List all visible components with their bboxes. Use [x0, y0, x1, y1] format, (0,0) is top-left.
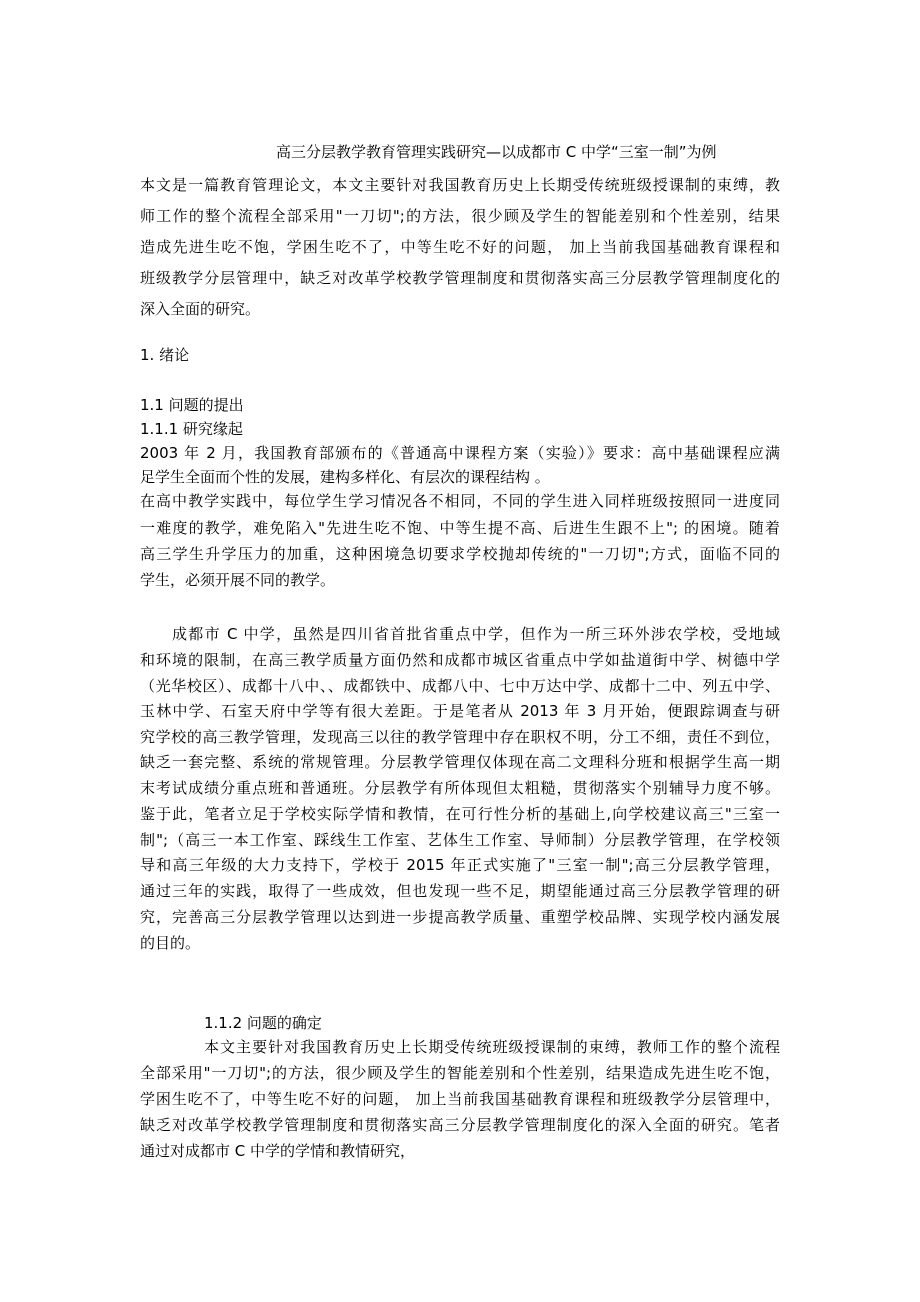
paragraph-line: 缺乏一套完整、系统的常规管理。分层教学管理仅体现在高二文理科分班和根据学生高一期	[140, 753, 780, 771]
paragraph-line: 究学校的高三教学管理，发现高三以往的教学管理中存在职权不明，分工不细，责任不到位，	[140, 728, 780, 746]
document-title: 高三分层教学教育管理实践研究—以成都市 C 中学“三室一制”为例	[276, 143, 717, 161]
paragraph-line: 在高中教学实践中，每位学生学习情况各不相同，不同的学生进入同样班级按照同一进度同	[140, 492, 780, 510]
paragraph-line: 末考试成绩分重点班和普通班。分层教学有所体现但太粗糙，贯彻落实个别辅导力度不够。	[140, 779, 780, 797]
abstract-line: 造成先进生吃不饱，学困生吃不了，中等生吃不好的问题， 加上当前我国基础教育课程和	[140, 238, 780, 256]
paragraph-line: 和环境的限制，在高三教学质量方面仍然和成都市城区省重点中学如盐道街中学、树德中学	[140, 651, 780, 669]
abstract-line: 本文是一篇教育管理论文，本文主要针对我国教育历史上长期受传统班级授课制的束缚，教	[140, 176, 780, 194]
abstract-line: 深入全面的研究。	[140, 300, 261, 318]
paragraph-line: 缺乏对改革学校教学管理制度和贯彻落实高三分层教学管理制度化的深入全面的研究。笔者	[140, 1116, 780, 1134]
paragraph-line: 一难度的教学，难免陷入"先进生吃不饱、中等生提不高、后进生生跟不上"; 的困境。随着	[140, 519, 780, 537]
paragraph-line: 学困生吃不了，中等生吃不好的问题， 加上当前我国基础教育课程和班级教学分层管理中，	[140, 1090, 780, 1108]
paragraph-line: （光华校区）、成都十八中、、成都铁中、成都八中、七中万达中学、成都十二中、列五中学、	[140, 677, 780, 695]
abstract-line: 师工作的整个流程全部采用"一刀切";的方法，很少顾及学生的智能差别和个性差别，结果	[140, 207, 780, 225]
heading-1-1: 1.1 问题的提出	[140, 396, 244, 414]
paragraph-line: 玉林中学、石室天府中学等有很大差距。于是笔者从 2013 年 3 月开始，便跟踪调查与研	[140, 702, 780, 720]
heading-1-1-1: 1.1.1 研究缘起	[140, 420, 243, 438]
paragraph-line: 鉴于此，笔者立足于学校实际学情和教情，在可行性分析的基础上,向学校建议高三"三室一	[140, 805, 780, 823]
paragraph-line: 究，完善高三分层教学管理以达到进一步提高教学质量、重塑学校品牌、实现学校内涵发展	[140, 908, 780, 926]
paragraph-line: 高三学生升学压力的加重，这种困境急切要求学校抛却传统的"一刀切";方式，面临不同的	[140, 545, 780, 563]
paragraph-line: 学生，必须开展不同的教学。	[140, 571, 336, 589]
paragraph-line: 本文主要针对我国教育历史上长期受传统班级授课制的束缚，教师工作的整个流程	[204, 1038, 780, 1056]
paragraph-line: 的目的。	[140, 934, 201, 952]
paragraph-line: 足学生全面而个性的发展，建构多样化、有层次的课程结构 。	[140, 468, 550, 486]
heading-1-1-2: 1.1.2 问题的确定	[204, 1014, 322, 1032]
heading-1: 1. 绪论	[140, 346, 190, 364]
paragraph-line: 成都市 C 中学，虽然是四川省首批省重点中学，但作为一所三环外涉农学校，受地域	[172, 625, 780, 643]
paragraph-line: 2003 年 2 月，我国教育部颁布的《普通高中课程方案（实验）》要求：高中基础课程应满	[140, 444, 780, 462]
paragraph-line: 通过三年的实践，取得了一些成效，但也发现一些不足，期望能通过高三分层教学管理的研	[140, 882, 780, 900]
paragraph-line: 通过对成都市 C 中学的学情和教情研究，	[140, 1142, 416, 1160]
paragraph-line: 制";（高三一本工作室、踩线生工作室、艺体生工作室、导师制）分层教学管理，在学校领	[140, 831, 780, 849]
paragraph-line: 全部采用"一刀切";的方法，很少顾及学生的智能差别和个性差别，结果造成先进生吃不饱，	[140, 1064, 780, 1082]
abstract-line: 班级教学分层管理中，缺乏对改革学校教学管理制度和贯彻落实高三分层教学管理制度化的	[140, 269, 780, 287]
paragraph-line: 导和高三年级的大力支持下，学校于 2015 年正式实施了"三室一制";高三分层教学管理，	[140, 856, 780, 874]
